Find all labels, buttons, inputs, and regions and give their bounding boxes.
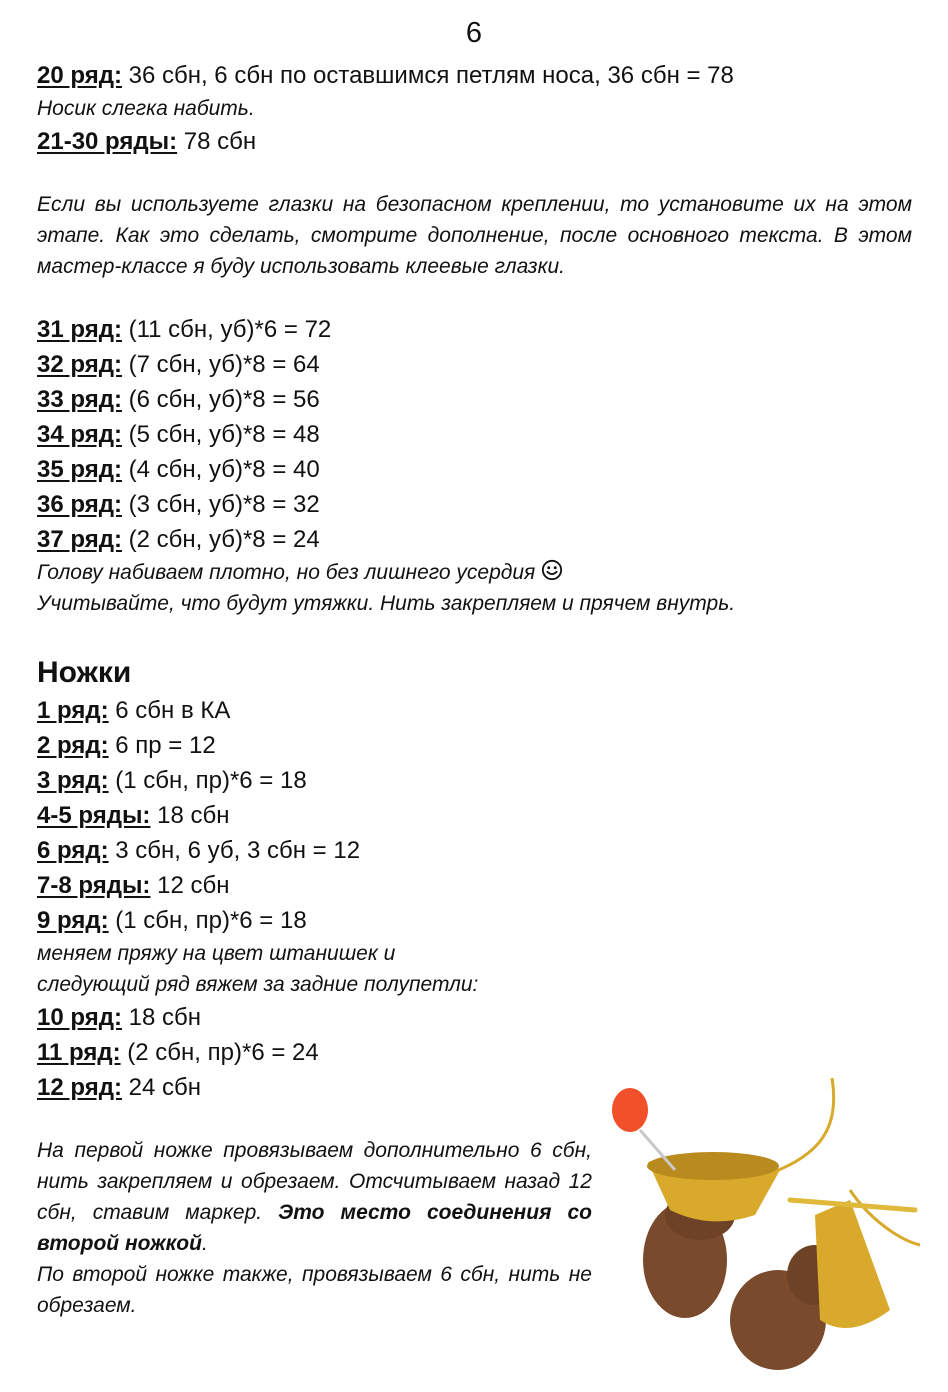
row-text: (3 сбн, уб)*8 = 32 (121, 491, 320, 518)
row-label: 9 ряд: (37, 907, 109, 934)
stuffing-note-1 (37, 557, 912, 588)
row-label: 1 ряд: (37, 697, 109, 724)
final-paragraph-1-start: На первой ножке провязываем дополнительно 6 сбн, нить закрепляем и обрезаем. Отсчитываем назад 12 сбн, ставим маркер. (37, 1139, 592, 1224)
pattern-row (37, 347, 912, 382)
row-text: 6 пр = 12 (108, 732, 216, 759)
row-label: 35 ряд: (37, 456, 122, 483)
crochet-legs-photo (600, 1070, 930, 1390)
yarn-note-2: следующий ряд вяжем за задние полупетли: (37, 973, 479, 996)
row-label: 34 ряд: (37, 421, 122, 448)
row-label: 2 ряд: (37, 732, 109, 759)
row-label: 32 ряд: (37, 351, 122, 378)
pattern-row (37, 868, 912, 903)
stuffing-note-2: Учитывайте, что будут утяжки. Нить закрепляем и прячем внутрь. (37, 592, 736, 615)
pattern-row (37, 728, 912, 763)
row-text: 18 сбн (150, 802, 230, 829)
row-label: 33 ряд: (37, 386, 122, 413)
head-rows-decrease (37, 312, 912, 557)
row-text: 6 сбн в КА (108, 697, 231, 724)
pattern-row (37, 58, 912, 93)
pattern-row (37, 417, 912, 452)
row-label: 4-5 ряды: (37, 802, 151, 829)
row-text: (5 сбн, уб)*8 = 48 (121, 421, 320, 448)
row-label: 7-8 ряды: (37, 872, 151, 899)
row-label: 11 ряд: (37, 1039, 121, 1066)
yarn-note-1: меняем пряжу на цвет штанишек и (37, 942, 396, 965)
row-label: 20 ряд: (37, 62, 122, 89)
row-text: 78 сбн (177, 128, 257, 155)
row-text: (7 сбн, уб)*8 = 64 (121, 351, 320, 378)
pattern-row (37, 903, 912, 938)
row-label: 21-30 ряды: (37, 128, 178, 155)
row-label: 31 ряд: (37, 316, 122, 343)
row-text: (2 сбн, пр)*6 = 24 (120, 1039, 319, 1066)
legs-rows-a (37, 693, 912, 938)
row-label: 6 ряд: (37, 837, 109, 864)
final-paragraph-1-bold: Это место соединения со второй ножкой (37, 1201, 592, 1255)
pattern-row (37, 382, 912, 417)
row-text: (11 сбн, уб)*6 = 72 (121, 316, 332, 343)
head-rows-top (37, 58, 912, 93)
legs-heading: Ножки (37, 656, 132, 689)
final-paragraph-1 (37, 1135, 592, 1259)
pattern-row (37, 1000, 912, 1035)
pattern-row (37, 693, 912, 728)
eyes-paragraph: Если вы используете глазки на безопасном креплении, то установите их на этом этапе. Как это сделать, смотрите дополнение, после основного текста. В этом мастер-классе я буду использовать клеевые глазки. (37, 193, 912, 278)
row-label: 36 ряд: (37, 491, 122, 518)
row-text: (4 сбн, уб)*8 = 40 (121, 456, 320, 483)
row-label: 12 ряд: (37, 1074, 122, 1101)
pattern-row (37, 1035, 912, 1070)
pattern-row (37, 522, 912, 557)
page-number: 6 (465, 17, 483, 49)
pattern-row (37, 124, 912, 159)
note-nose: Носик слегка набить. (37, 97, 255, 120)
row-text: (1 сбн, пр)*6 = 18 (108, 907, 307, 934)
pattern-row (37, 452, 912, 487)
pattern-row (37, 763, 912, 798)
row-text: 3 сбн, 6 уб, 3 сбн = 12 (108, 837, 361, 864)
pattern-row (37, 798, 912, 833)
row-text: 24 сбн (121, 1074, 201, 1101)
row-text: 36 сбн, 6 сбн по оставшимся петлям носа, 36 сбн = 78 (121, 62, 734, 89)
row-label: 10 ряд: (37, 1004, 122, 1031)
head-rows-mid (37, 124, 912, 159)
pattern-row (37, 487, 912, 522)
row-text: 18 сбн (121, 1004, 201, 1031)
smiley-icon (541, 559, 563, 581)
row-text: (6 сбн, уб)*8 = 56 (121, 386, 320, 413)
final-paragraph-2: По второй ножке также, провязываем 6 сбн, нить не обрезаем. (37, 1263, 592, 1317)
row-label: 37 ряд: (37, 526, 122, 553)
pattern-row (37, 833, 912, 868)
row-label: 3 ряд: (37, 767, 109, 794)
row-text: (1 сбн, пр)*6 = 18 (108, 767, 307, 794)
stuffing-note-1-text: Голову набиваем плотно, но без лишнего усердия (37, 561, 536, 584)
row-text: 12 сбн (150, 872, 230, 899)
row-text: (2 сбн, уб)*8 = 24 (121, 526, 320, 553)
pattern-row (37, 312, 912, 347)
final-paragraph-1-end: . (201, 1232, 208, 1255)
